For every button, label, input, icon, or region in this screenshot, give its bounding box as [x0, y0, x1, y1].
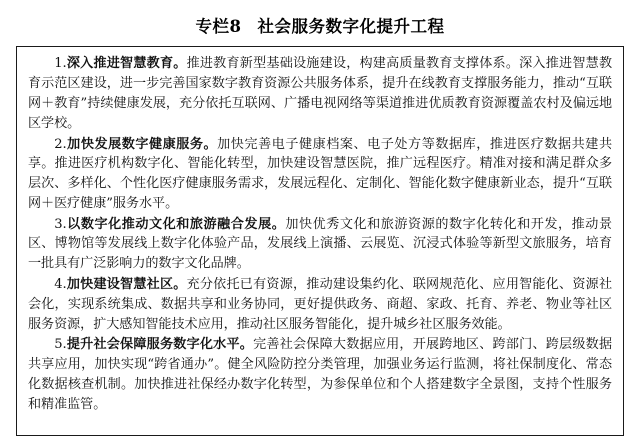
paragraph-seq: 4.	[54, 276, 67, 292]
paragraph-lead: 提升社会保障服务数字化水平。	[66, 336, 254, 352]
paragraph-lead: 加快发展数字健康服务。	[66, 136, 218, 152]
paragraph-seq: 5.	[54, 336, 67, 352]
paragraph	[28, 135, 612, 215]
title-number: 8	[229, 17, 242, 36]
paragraph	[28, 215, 612, 275]
paragraph-body: 完善社会保障大数据应用，开展跨地区、跨部门、跨层级数据共享应用，加快实现“跨省通办”。健全风险防控分类管理，加强业务运行监测，将社保制度化、常态化数据核查机制。加快推进社保经办数字化转型，为参保单位和个人搭建数字全景图，支持个性服务和精准监管。	[28, 336, 612, 412]
paragraph-body: 推进教育新型基础设施建设，构建高质量教育支撑体系。深入推进智慧教育示范区建设，进一步完善国家数字教育资源公共服务体系，提升在线教育支撑服务能力，推动“互联网＋教育”持续健康发展，充分依托互联网、广播电视网络等渠道推进优质教育资源覆盖农村及偏远地区学校。	[28, 56, 612, 132]
paragraph	[28, 275, 612, 335]
paragraph	[28, 335, 612, 415]
paragraph-lead: 深入推进智慧教育。	[66, 56, 187, 72]
paragraph-lead: 加快建设智慧社区。	[66, 276, 187, 292]
paragraph-seq: 2.	[54, 136, 67, 152]
paragraph-seq: 1.	[54, 56, 67, 72]
paragraph-lead: 以数字化推动文化和旅游融合发展。	[66, 216, 286, 232]
paragraph-body: 加快完善电子健康档案、电子处方等数据库，推进医疗数据共建共享。推进医疗机构数字化、智能化转型，加快建设智慧医院，推广远程医疗。精准对接和满足群众多层次、多样化、个性化医疗健康服务需求，发展远程化、定制化、智能化数字健康新业态，提升“互联网＋医疗健康”服务水平。	[28, 136, 612, 212]
content-box	[16, 46, 624, 436]
paragraph	[28, 54, 612, 134]
paragraph-body: 加快优秀文化和旅游资源的数字化转化和开发，推动景区、博物馆等发展线上数字化体验产品，发展线上演播、云展览、沉浸式体验等新型文旅服务，培育一批具有广泛影响力的数字文化品牌。	[28, 216, 612, 272]
paragraph-body: 充分依托已有资源，推动建设集约化、联网规范化、应用智能化、资源社会化，实现系统集成、数据共享和业务协同，更好提供政务、商超、家政、托育、养老、物业等社区服务资源，扩大感知智能技术应用，推动社区服务智能化，提升城乡社区服务效能。	[28, 276, 612, 332]
page-title	[16, 16, 624, 37]
title-name: 社会服务数字化提升工程	[257, 17, 445, 36]
paragraph-seq: 3.	[54, 216, 67, 232]
title-label: 专栏	[195, 17, 230, 36]
